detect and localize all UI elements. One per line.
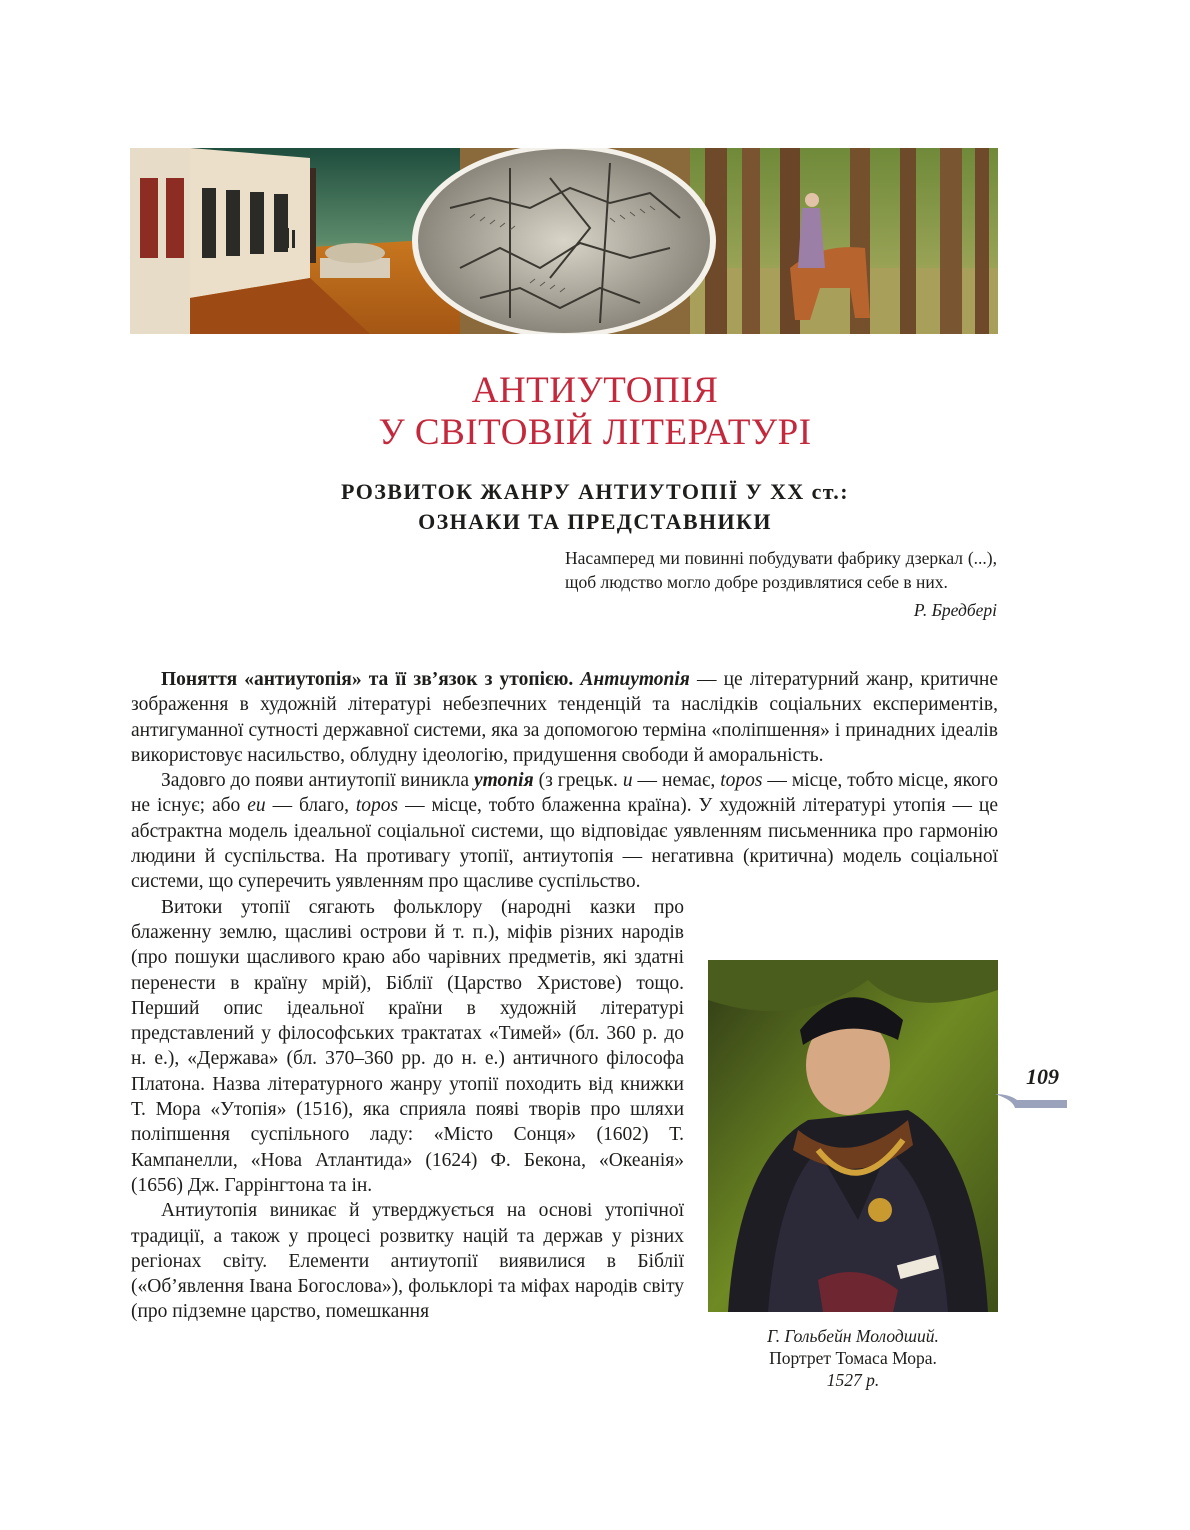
caption-year: 1527 р.: [826, 1370, 880, 1390]
header-banner-artwork: [130, 148, 998, 334]
paragraph-origins: Витоки утопії сягають фольклору (народні казки про блаженну землю, щасливі острови й т. п.), міфів різних народів (про пошуки щасливого краю або чарівних предметів, які здатні перенести в країну мрій), Біблії (Царство Христове) тощо. Перший опис ідеальної країни в художній літературі представлений у філософських трактатах «Тимей» (бл. 360 р. до н. е.), «Держава» (бл. 370–360 рр. до н. е.) античного філософа Платона. Назва літературного жанру утопії походить від книжки Т. Мора «Утопія» (1516), яка сприяла появі творів про шляхи поліпшення суспільного ладу: «Місто Сонця» (1602) Т. Кампанелли, «Нова Атлантида» (1624) Ф. Бекона, «Океанія» (1656) Дж. Гаррінгтона та ін.: [131, 896, 684, 1196]
term-antiutopia: Антиутопія: [580, 669, 690, 690]
paragraph-utopia: [131, 768, 998, 894]
page-number: 109: [1026, 1064, 1059, 1089]
paragraph-definition: [131, 667, 998, 768]
paragraph-antiutopia-tradition: Антиутопія виникає й утверджується на основі утопічної традиції, а також у процесі розвитку націй та держав у різних регіонах світу. Елементи антиутопії виявилися в Біблії («Об’явлення Івана Богослова»), фольклорі та міфах народів світу (про підземне царство, помешкання: [131, 1200, 684, 1323]
greek-word: topos: [720, 770, 763, 792]
text-run: (з грецьк.: [533, 770, 623, 792]
definition-text: — це літературний жанр, критичне зображення в художній літературі небезпечних тенденцій та наслідків соціальних експериментів, антигуманної сутності державної системи, яка за допомогою терміна «поліпшення» і принадних ідеалів використовує насильство, облудну ідеологію, придушення свободи й аморальність.: [131, 669, 999, 766]
term-utopia: утопія: [473, 770, 534, 792]
page-tab-shape: [995, 1092, 1067, 1112]
chapter-title-line-2: У СВІТОВІЙ ЛІТЕРАТУРІ: [378, 412, 812, 453]
epigraph: [565, 546, 997, 622]
portrait-thomas-more-image: [708, 960, 998, 1312]
text-run: — місце, тобто блаженна країна). У художній літературі утопія — це абстрактна модель ідеальної соціальної системи, що відповідає уявленням письменника про гармонію людини й суспільства. На противагу утопії, антиутопія — негативна (критична) модель соціальної системи, що суперечить уявленням про щасливе суспільство.: [131, 795, 998, 893]
page-number-block: [995, 1062, 1067, 1112]
caption-author: Г. Гольбейн Молодший.: [767, 1326, 939, 1346]
paragraph-heading: Поняття «антиутопія» та її зв’язок з утопією.: [161, 669, 574, 690]
greek-word: topos: [355, 795, 399, 817]
greek-word: eu: [247, 795, 266, 817]
chapter-title-line-1: АНТИУТОПІЯ: [471, 370, 719, 411]
section-subtitle-line-2: ОЗНАКИ ТА ПРЕДСТАВНИКИ: [418, 509, 772, 534]
text-run: Задовго до появи антиутопії виникла: [161, 770, 474, 792]
epigraph-text: Насамперед ми повинні побудувати фабрику дзеркал (...), щоб людство могло добре роздивлятися себе в них.: [565, 548, 997, 592]
portrait-caption: [708, 1325, 998, 1391]
caption-title: Портрет Томаса Мора.: [769, 1348, 937, 1368]
greek-word: u: [622, 770, 633, 792]
text-run: — немає,: [632, 770, 721, 792]
section-subtitle-line-1: РОЗВИТОК ЖАНРУ АНТИУТОПІЇ У ХХ ст.:: [341, 479, 849, 504]
text-run: — благо,: [265, 795, 356, 817]
text-run: — місце, тобто місце, якого не існує; або: [131, 770, 998, 817]
epigraph-author: Р. Бредбері: [913, 600, 997, 620]
